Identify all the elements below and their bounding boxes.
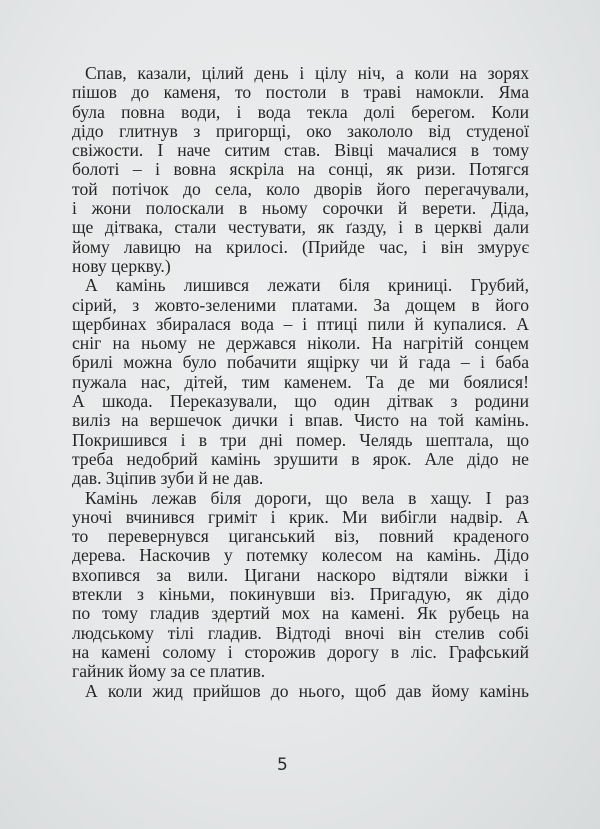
text-line: свіжости. І наче ситим став. Вівці мачалися в тому xyxy=(72,140,529,161)
text-line: Спав, казали, цілий день і цілу ніч, а коли на зорях xyxy=(85,63,529,83)
text-line: А шкода. Переказували, що один дітвак з родини xyxy=(72,391,529,412)
text-line: болоті – і вовна яскріла на сонці, як ризи. Потягся xyxy=(72,159,529,180)
paragraph xyxy=(72,64,529,276)
text-line: щербинах збиралася вода – і птиці пили й купалися. А xyxy=(72,313,529,334)
text-line: уночі вчинився гриміт і крик. Ми вибігли надвір. А xyxy=(72,506,529,527)
text-line: по тому гладив здертий мох на камені. Як рубець на xyxy=(72,603,529,624)
body-text xyxy=(72,64,529,701)
text-line: дав. Зціпив зуби й не дав. xyxy=(72,468,264,489)
text-line: сірий, з жовто-зеленими платами. За дощем в його xyxy=(72,294,529,315)
text-line: пужала нас, дітей, тим каменем. Та де ми боялися! xyxy=(72,371,529,392)
text-line: йому лавицю на крилосі. (Прийде час, і він змурує xyxy=(72,236,529,257)
text-line: і жони полоскали в ньому сорочки й верети. Діда, xyxy=(72,198,529,219)
text-line: А коли жид прийшов до нього, щоб дав йому камінь xyxy=(85,680,529,701)
text-line: А камінь лишився лежати біля криниці. Грубий, xyxy=(85,275,529,296)
text-line: була повна води, і вода текла долі берегом. Коли xyxy=(72,101,529,122)
text-line: дідо глитнув з пригорщі, око закололо від студеної xyxy=(72,120,529,141)
text-line: треба недобрий камінь зрушити в ярок. Але дідо не xyxy=(72,448,529,469)
paragraph xyxy=(72,276,529,488)
text-line: дерева. Наскочив у потемку колесом на камінь. Дідо xyxy=(72,545,529,566)
text-line: людському тілі гладив. Відтоді вночі він стелив собі xyxy=(72,622,529,643)
text-line: нову церкву.) xyxy=(72,255,171,276)
text-line: вхопився за вили. Цигани наскоро відтяли віжки і xyxy=(72,564,529,585)
text-line: сніг на ньому не держався ніколи. На нагрітій сонцем xyxy=(72,333,529,354)
text-line: той потічок до села, коло дворів його перегачували, xyxy=(72,178,529,199)
text-line: Покришився і в три дні помер. Челядь шептала, що xyxy=(72,429,529,450)
text-line: то перевернувся циганський віз, повний краденого xyxy=(72,526,529,547)
text-line: втекли з кіньми, покинувши віз. Пригадую, як дідо xyxy=(72,584,529,605)
text-line: пішов до каменя, то постоли в траві намокли. Яма xyxy=(72,82,529,103)
text-line: ще дітвака, стали честувати, як ґазду, і в церкві дали xyxy=(72,217,529,238)
paragraph xyxy=(72,489,529,682)
paragraph xyxy=(72,682,529,701)
text-line: брилі можна було побачити ящірку чи й гада – і баба xyxy=(72,352,529,373)
text-line: Камінь лежав біля дороги, що вела в хащу. І раз xyxy=(85,487,529,508)
text-line: на камені солому і сторожив дорогу в ліс. Графський xyxy=(72,641,529,662)
text-line: виліз на вершечок дички і впав. Чисто на той камінь. xyxy=(72,410,529,431)
text-line: гайник йому за се платив. xyxy=(72,661,266,682)
page-number: 5 xyxy=(277,755,288,775)
